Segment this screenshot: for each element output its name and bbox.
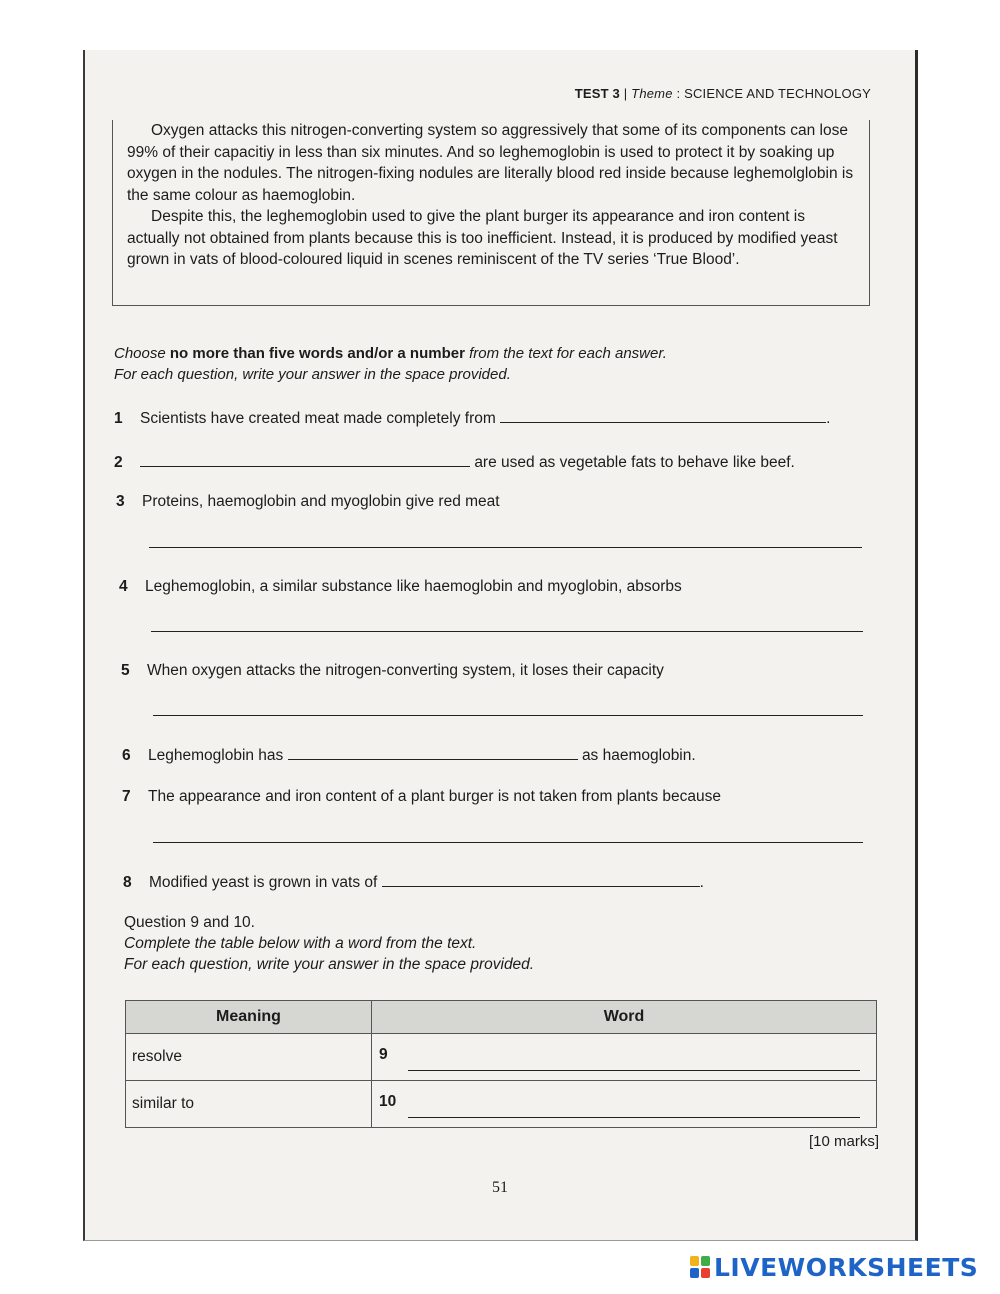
- answer-9-line[interactable]: [408, 1070, 860, 1071]
- question-text: Proteins, haemoglobin and myoglobin give red meat: [142, 493, 500, 510]
- passage-paragraph-1: Oxygen attacks this nitrogen-converting system so aggressively that some of its components can lose 99% of their capacitiy in less than six minutes. And so leghemoglobin is used to protect it by soaking up oxygen in the nodules. The nitrogen-fixing nodules are literally blood red inside because leghemolglobin is the same colour as haemoglobin.: [127, 122, 854, 204]
- section-questions-9-10: [124, 912, 534, 975]
- question-text: Leghemoglobin has: [148, 747, 284, 764]
- word-cell: [372, 1081, 877, 1128]
- question-text: The appearance and iron content of a plant burger is not taken from plants because: [148, 788, 722, 805]
- meaning-cell: similar to: [126, 1081, 372, 1128]
- question-text: When oxygen attacks the nitrogen-converting system, it loses their capacity: [147, 662, 664, 679]
- passage-paragraph-2: Despite this, the leghemoglobin used to give the plant burger its appearance and iron content is actually not obtained from plants because this is too inefficient. Instead, it is produced by modified yeast grown in vats of blood-coloured liquid in scenes reminiscent of the TV series ‘True Blood’.: [127, 208, 838, 268]
- question-number: 2: [114, 454, 123, 471]
- answer-2-blank[interactable]: [140, 452, 470, 467]
- page-number: 51: [492, 1179, 508, 1196]
- answer-4-line[interactable]: [151, 631, 863, 632]
- instructions-emphasis: no more than five words and/or a number: [169, 345, 465, 362]
- header-meaning: Meaning: [126, 1001, 372, 1034]
- question-8: 8 Modified yeast is grown in vats of .: [123, 874, 704, 891]
- reading-passage: [112, 120, 870, 306]
- question-3: [116, 493, 500, 511]
- answer-7-line[interactable]: [153, 842, 863, 843]
- question-number: 5: [121, 662, 130, 679]
- instructions-line-2: For each question, write your answer in the space provided.: [114, 366, 511, 383]
- answer-8-blank[interactable]: [382, 872, 700, 887]
- header-word: Word: [372, 1001, 877, 1034]
- question-text: Modified yeast is grown in vats of: [149, 874, 378, 891]
- instructions: [114, 343, 667, 385]
- question-number: 1: [114, 410, 123, 427]
- logo-icon: [690, 1256, 710, 1278]
- section-instruction-2: For each question, write your answer in the space provided.: [124, 956, 535, 973]
- question-6: [122, 745, 696, 765]
- question-number: 7: [122, 788, 131, 805]
- answer-1-blank[interactable]: [500, 408, 826, 423]
- section-instruction-1: Complete the table below with a word from the text.: [124, 935, 477, 952]
- question-text-end: as haemoglobin.: [581, 747, 696, 764]
- vocabulary-table: [125, 1000, 877, 1128]
- table-row: [126, 1081, 877, 1128]
- instructions-line-1: Choose no more than five words and/or a number from the text for each answer.: [114, 345, 667, 362]
- question-text: are used as vegetable fats to behave like beef.: [474, 454, 795, 471]
- section-title: Question 9 and 10.: [124, 914, 255, 931]
- answer-number: 10: [379, 1093, 397, 1110]
- theme-label: Theme: [631, 86, 673, 101]
- question-number: 4: [119, 578, 128, 595]
- question-number: 3: [116, 493, 125, 510]
- answer-5-line[interactable]: [153, 715, 863, 716]
- answer-6-blank[interactable]: [288, 745, 578, 760]
- question-text: Scientists have created meat made completely from: [140, 410, 496, 427]
- question-number: 6: [122, 747, 131, 764]
- question-5: [121, 662, 664, 680]
- logo-text: LIVEWORKSHEETS: [714, 1252, 979, 1282]
- answer-3-line[interactable]: [149, 547, 862, 548]
- page-header: [575, 86, 871, 101]
- question-number: 8: [123, 874, 132, 891]
- total-marks: [10 marks]: [808, 1133, 879, 1150]
- question-1: 1 Scientists have created meat made completely from .: [114, 410, 831, 427]
- answer-number: 9: [379, 1046, 388, 1063]
- word-cell: [372, 1034, 877, 1081]
- meaning-cell: resolve: [126, 1034, 372, 1081]
- question-7: [122, 788, 721, 806]
- answer-10-line[interactable]: [408, 1117, 860, 1118]
- question-4: [119, 578, 682, 596]
- test-label: TEST 3: [574, 86, 620, 101]
- worksheet-page: [83, 50, 918, 1241]
- theme-value: : SCIENCE AND TECHNOLOGY: [672, 86, 871, 101]
- question-2: [114, 452, 795, 472]
- question-text: Leghemoglobin, a similar substance like haemoglobin and myoglobin, absorbs: [145, 578, 682, 595]
- header-separator: |: [619, 86, 632, 101]
- table-row: [126, 1034, 877, 1081]
- liveworksheets-logo: [690, 1252, 978, 1282]
